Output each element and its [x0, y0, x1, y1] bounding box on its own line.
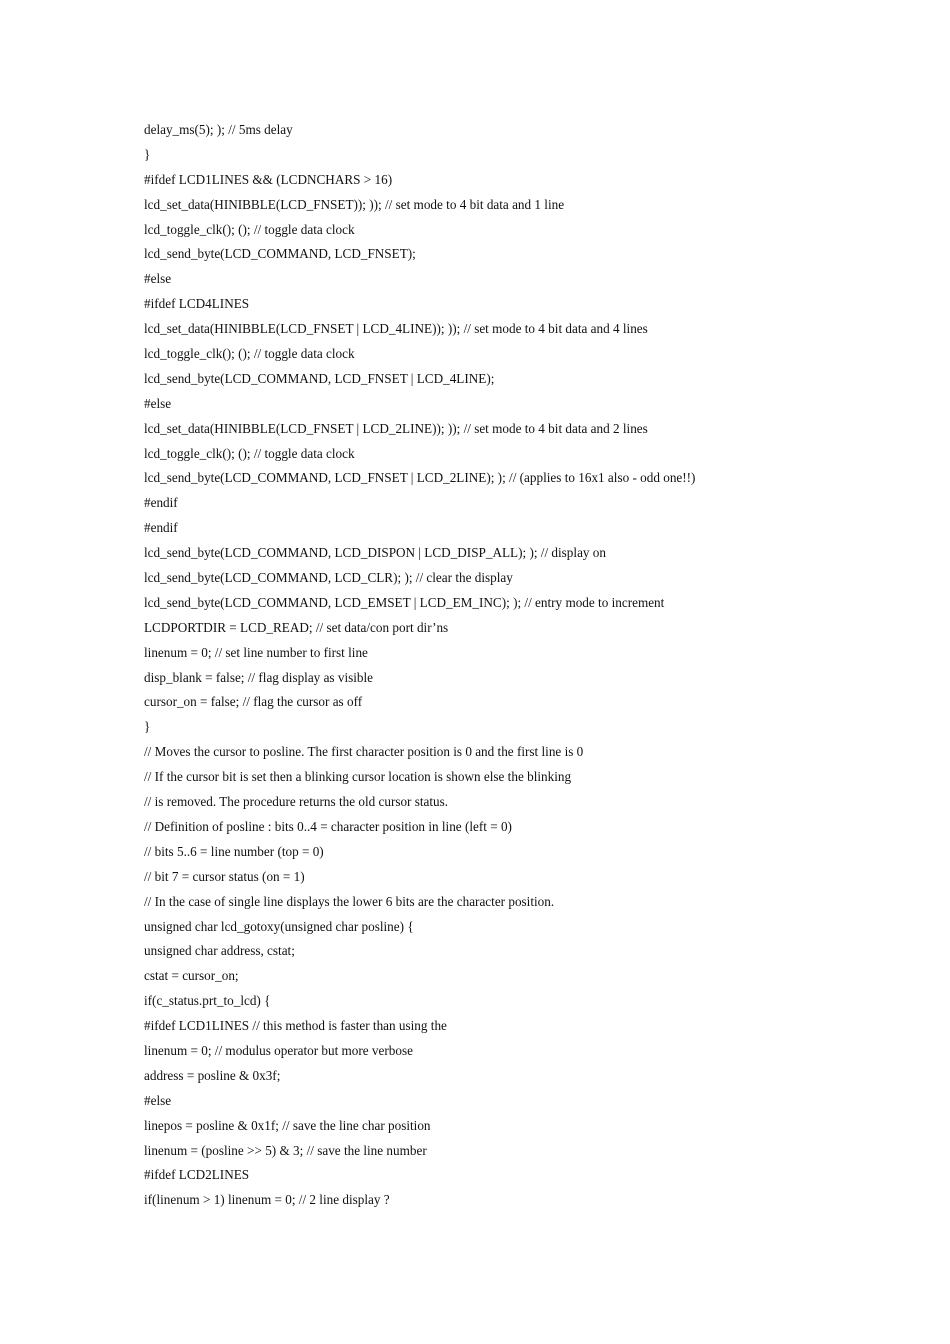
code-line: lcd_toggle_clk(); (); // toggle data clock	[144, 445, 355, 461]
code-line: #ifdef LCD4LINES	[144, 296, 250, 312]
code-line: #ifdef LCD1LINES // this method is faster than using the	[144, 1018, 447, 1034]
code-line: lcd_send_byte(LCD_COMMAND, LCD_CLR); ); // clear the display	[144, 570, 513, 586]
code-line: // Moves the cursor to posline. The first character position is 0 and the first line is 0	[144, 744, 584, 760]
code-line: address = posline & 0x3f;	[144, 1067, 281, 1083]
code-line: disp_blank = false; // flag display as visible	[144, 669, 374, 685]
code-line: linenum = 0; // modulus operator but more verbose	[144, 1042, 413, 1058]
code-line: LCDPORTDIR = LCD_READ; // set data/con port dir’ns	[144, 619, 449, 635]
code-line: // Definition of posline : bits 0..4 = character position in line (left = 0)	[144, 818, 512, 834]
code-line: #ifdef LCD2LINES	[144, 1167, 250, 1183]
code-line: linenum = 0; // set line number to first line	[144, 644, 368, 660]
code-line: linepos = posline & 0x1f; // save the line char position	[144, 1117, 431, 1133]
code-line: lcd_send_byte(LCD_COMMAND, LCD_DISPON | LCD_DISP_ALL); ); // display on	[144, 545, 606, 561]
code-line: // bit 7 = cursor status (on = 1)	[144, 868, 305, 884]
code-line: lcd_set_data(HINIBBLE(LCD_FNSET | LCD_4LINE)); )); // set mode to 4 bit data and 4 lines	[144, 321, 648, 337]
code-line: linenum = (posline >> 5) & 3; // save the line number	[144, 1142, 427, 1158]
code-line: cstat = cursor_on;	[144, 968, 239, 984]
code-line: #ifdef LCD1LINES && (LCDNCHARS > 16)	[144, 171, 393, 187]
code-line: // bits 5..6 = line number (top = 0)	[144, 843, 324, 859]
code-line: #else	[144, 1092, 172, 1108]
code-line: if(c_status.prt_to_lcd) {	[144, 993, 271, 1009]
code-line: delay_ms(5); ); // 5ms delay	[144, 122, 293, 137]
code-line: // In the case of single line displays the lower 6 bits are the character position.	[144, 893, 555, 909]
code-line: }	[144, 146, 151, 162]
code-line: unsigned char lcd_gotoxy(unsigned char posline) {	[144, 918, 414, 934]
code-line: lcd_toggle_clk(); (); // toggle data clock	[144, 346, 355, 362]
code-line: }	[144, 719, 151, 735]
code-line: lcd_set_data(HINIBBLE(LCD_FNSET | LCD_2LINE)); )); // set mode to 4 bit data and 2 lines	[144, 420, 648, 436]
code-line: cursor_on = false; // flag the cursor as off	[144, 694, 363, 710]
code-listing	[144, 118, 924, 1213]
code-line: lcd_send_byte(LCD_COMMAND, LCD_FNSET | LCD_4LINE);	[144, 370, 495, 386]
code-line: #else	[144, 395, 172, 411]
code-line: // If the cursor bit is set then a blinking cursor location is shown else the blinking	[144, 769, 572, 785]
code-line: #endif	[144, 495, 178, 511]
code-line: lcd_send_byte(LCD_COMMAND, LCD_EMSET | LCD_EM_INC); ); // entry mode to increment	[144, 594, 665, 610]
code-line: // is removed. The procedure returns the old cursor status.	[144, 794, 449, 810]
code-line: lcd_send_byte(LCD_COMMAND, LCD_FNSET | LCD_2LINE); ); // (applies to 16x1 also - odd one!!)	[144, 470, 696, 486]
code-line: lcd_set_data(HINIBBLE(LCD_FNSET)); )); // set mode to 4 bit data and 1 line	[144, 196, 565, 212]
code-line: lcd_toggle_clk(); (); // toggle data clock	[144, 221, 355, 237]
code-line: if(linenum > 1) linenum = 0; // 2 line display ?	[144, 1192, 390, 1208]
code-line: #else	[144, 271, 172, 287]
code-line: lcd_send_byte(LCD_COMMAND, LCD_FNSET);	[144, 246, 416, 262]
code-line: unsigned char address, cstat;	[144, 943, 295, 959]
code-line: #endif	[144, 520, 178, 536]
